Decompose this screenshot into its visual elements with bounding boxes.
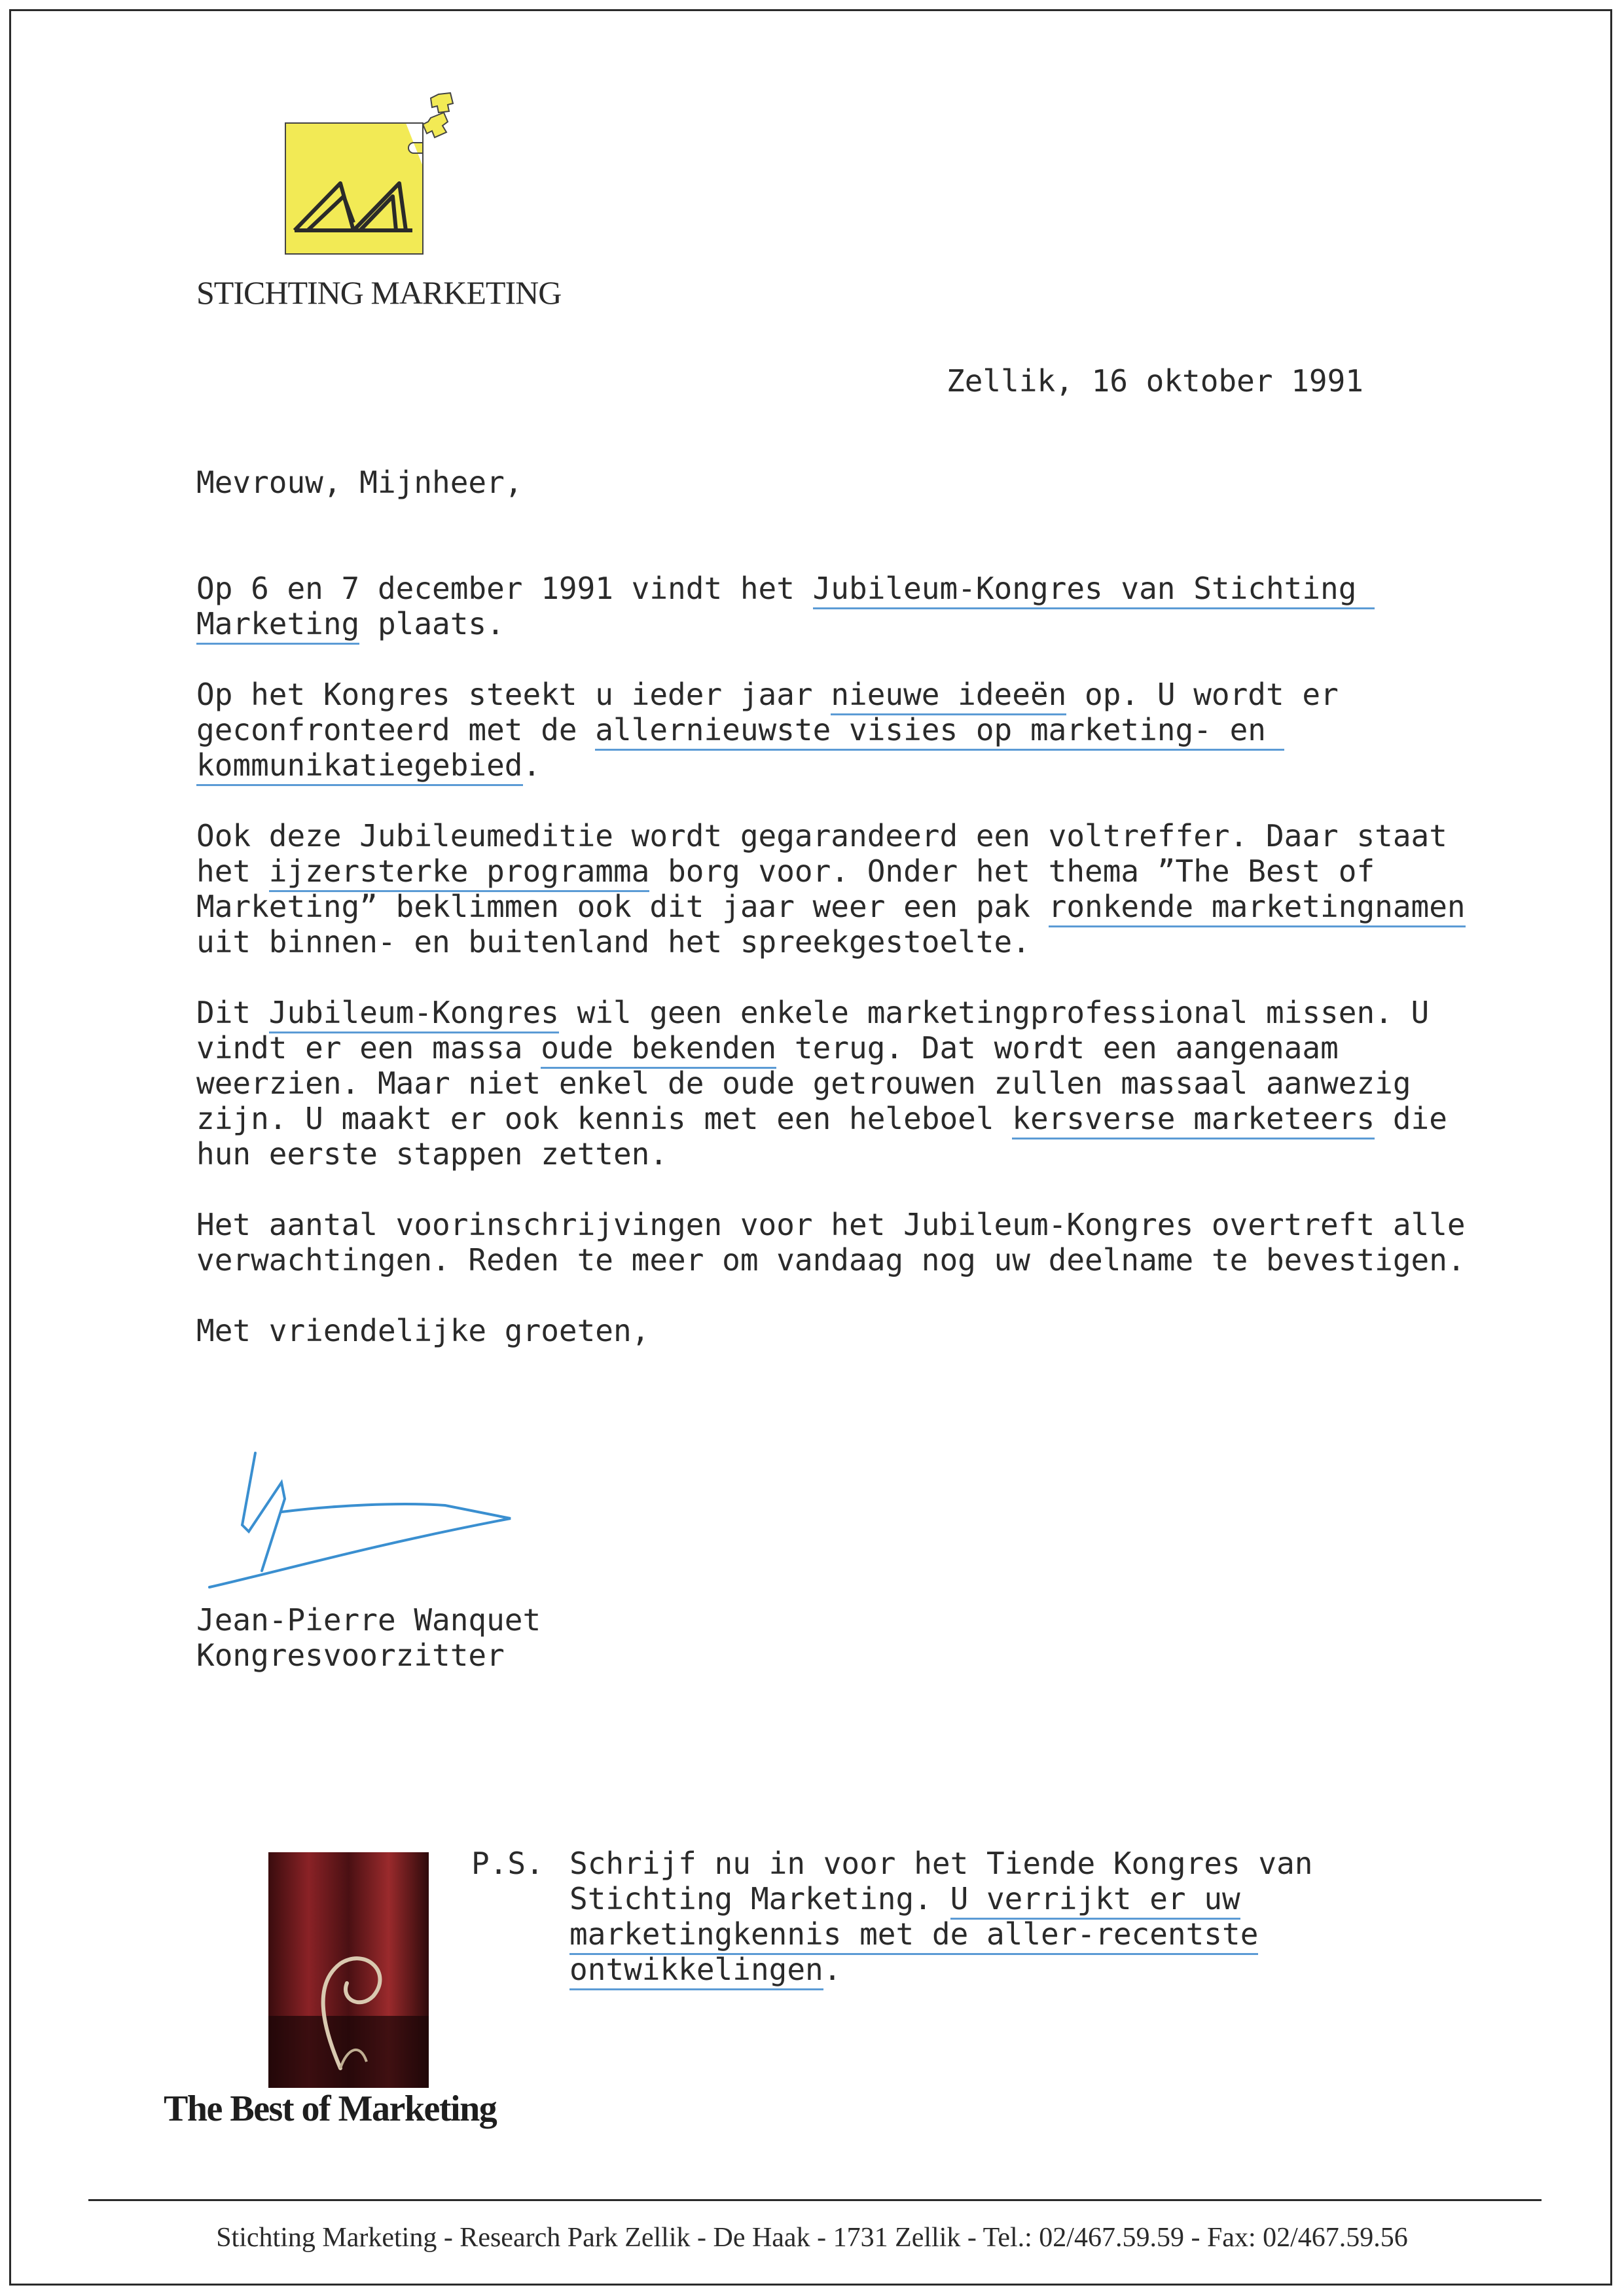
footer-divider — [88, 2199, 1542, 2201]
promo-title: The Best of Marketing — [164, 2089, 497, 2129]
ps-label: P.S. — [471, 1846, 544, 1881]
stichting-marketing-logo — [281, 92, 458, 262]
text-segment: Schrijf nu in voor het Tiende Kongres van Stichting Marketing. — [569, 1846, 1313, 1916]
paragraphs — [196, 571, 1484, 1278]
letter-paragraph — [196, 818, 1484, 960]
text-segment: Dit — [196, 995, 269, 1030]
highlighted-phrase: allernieuwste visies op marketing- en kommunikatiegebied — [196, 712, 1284, 786]
text-segment: op. U wordt er geconfronteerd met de — [196, 677, 1357, 747]
text-segment: uit binnen- en buitenland het spreekgestoelte. — [196, 889, 1484, 960]
text-segment: Het aantal voorinschrijvingen voor het Jubileum-Kongres overtreft alle verwachtingen. Reden te meer om vandaag nog uw deelname te bevestigen. — [196, 1207, 1484, 1278]
best-of-marketing-image — [268, 1852, 429, 2088]
signer-name: Jean-Pierre Wanquet — [196, 1602, 541, 1638]
letter-paragraph — [196, 571, 1473, 641]
handwritten-signature — [203, 1446, 530, 1604]
salutation: Mevrouw, Mijnheer, — [196, 465, 523, 500]
highlighted-phrase: Jubileum-Kongres van Stichting Marketing — [196, 571, 1375, 645]
text-segment: borg voor. Onder het thema ”The Best of Marketing” beklimmen ook dit jaar weer een pak — [196, 853, 1393, 924]
org-name: STICHTING MARKETING — [196, 274, 562, 311]
letter-date: Zellik, 16 oktober 1991 — [947, 363, 1363, 399]
signer-block — [196, 1602, 541, 1673]
text-segment: Ook deze Jubileumeditie wordt gegarandeerd een voltreffer. Daar staat het — [196, 818, 1466, 889]
text-segment: Op 6 en 7 december 1991 vindt het — [196, 571, 813, 606]
text-segment: Op het Kongres steekt u ieder jaar — [196, 677, 831, 712]
text-segment: wil geen enkele marketingprofessional missen. U vindt er een massa — [196, 995, 1447, 1066]
highlighted-phrase: ronkende marketingnamen — [1049, 889, 1466, 927]
letter-paragraph — [196, 1207, 1484, 1278]
closing: Met vriendelijke groeten, — [196, 1313, 650, 1348]
postscript-text — [569, 1846, 1453, 1987]
footer-address: Stichting Marketing - Research Park Zellik - De Haak - 1731 Zellik - Tel.: 02/467.59.59 - Fax: 02/467.59.56 — [216, 2223, 1408, 2253]
letter-paragraph — [196, 995, 1473, 1172]
highlighted-phrase: oude bekenden — [541, 1030, 776, 1069]
letter-paragraph — [196, 677, 1473, 783]
highlighted-phrase: U verrijkt er uw marketingkennis met de aller-recentste ontwikkelingen — [569, 1881, 1258, 1990]
text-segment: . — [823, 1952, 842, 1987]
text-segment: terug. Dat wordt een aangenaam weerzien. Maar niet enkel de oude getrouwen zullen massaal aanwezig zijn. U maakt er ook kennis met een heleboel — [196, 1030, 1430, 1136]
highlighted-phrase: nieuwe ideeën — [831, 677, 1066, 715]
highlighted-phrase: kersverse marketeers — [1012, 1101, 1375, 1139]
text-segment: plaats. — [359, 606, 505, 641]
text-segment: . — [522, 747, 541, 783]
highlighted-phrase: ijzersterke programma — [269, 853, 650, 892]
signer-title: Kongresvoorzitter — [196, 1638, 505, 1673]
letter-body — [196, 465, 1484, 1348]
highlighted-phrase: Jubileum-Kongres — [269, 995, 559, 1033]
text-segment: die hun eerste stappen zetten. — [196, 1101, 1466, 1172]
